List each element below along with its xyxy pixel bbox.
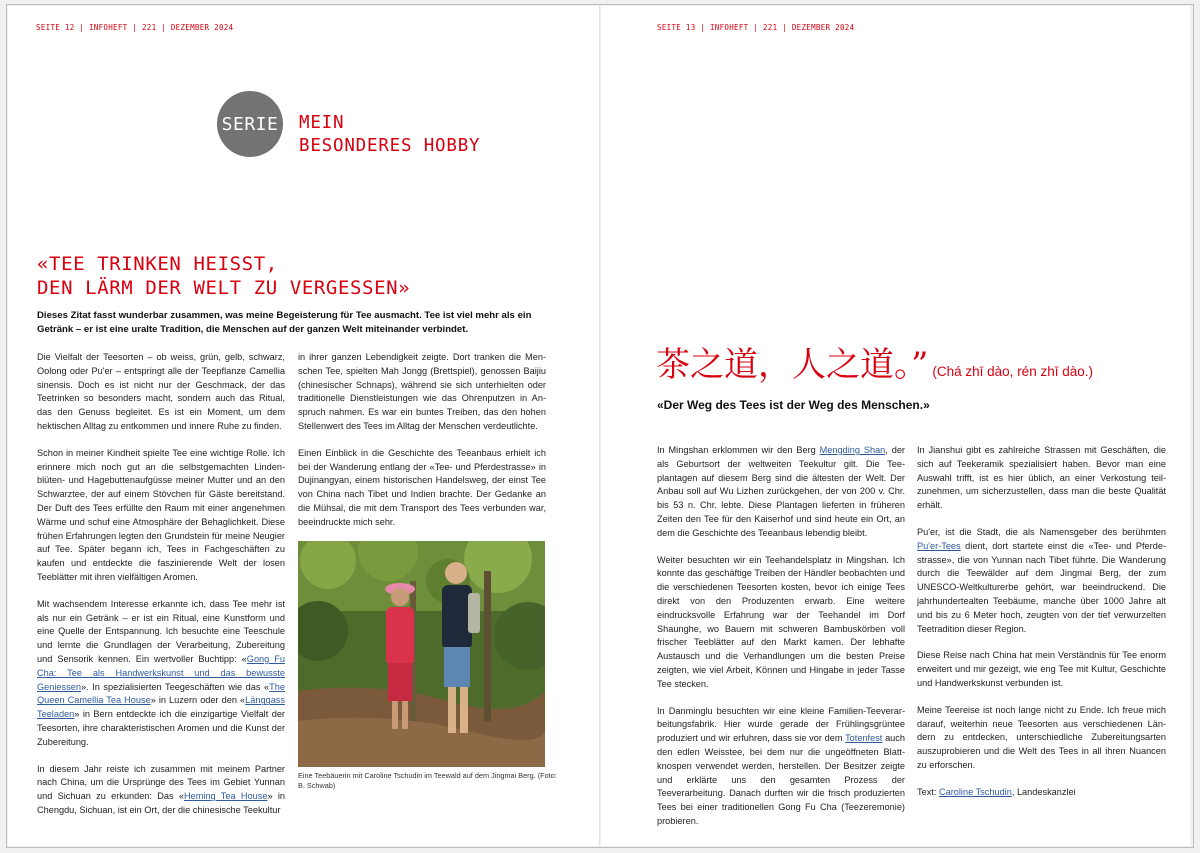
link-queen-camellia[interactable]: The Queen Camellia Tea House bbox=[37, 681, 285, 706]
column-1 bbox=[37, 351, 285, 831]
article-lead: Dieses Zitat fasst wunderbar zusammen, was meine Begeisterung für Tee ausmacht. Tee ist viel mehr als ein Getränk – er ist eine uralte Tradition, die Menschen auf der ganzen Welt miteinander verbindet. bbox=[37, 310, 532, 335]
link-heming-tea-house[interactable]: Heming Tea House bbox=[184, 791, 268, 802]
tea-forest-photo bbox=[298, 541, 545, 767]
col2-paragraph-2: Einen Einblick in die Geschichte des Teeanbaus erhielt ich bei der Wanderung entlang der «Tee- und Pferdestrasse» in Dujinangyan, einem historischen Handelsweg, der einst Tee von China nach Tibet und Indien brachte. Der Gedanke an die Mühsal, die mit dem Transport des Tees verbunden war, beeindruckte mich sehr. bbox=[298, 447, 546, 527]
col4-paragraph-3: Diese Reise nach China hat mein Verständnis für Tee enorm erweitert und mir gezeigt, wie eng Tee mit Kultur, Geschichte und Handwerkskunst verbunden ist. bbox=[917, 650, 1166, 688]
quote-close-mark: ” bbox=[911, 345, 929, 385]
col4-paragraph-1: In Jianshui gibt es zahlreiche Strassen mit Geschäften, die sich auf Teekeramik spezialisiert haben. Bevor man eine Auswahl trifft, ist es hier üblich, an einer Verkostung teilzunehmen, um sicherzustellen, dass man die beste Qualität erhält. bbox=[917, 445, 1166, 511]
serie-title bbox=[299, 112, 480, 158]
chinese-quote-text: 茶之道，人之道。 bbox=[656, 345, 911, 385]
link-totenfest[interactable]: Totenfest bbox=[845, 733, 883, 744]
pinyin-text: (Chá zhī dào, rén zhī dào.) bbox=[932, 364, 1093, 379]
quote-translation: «Der Weg des Tees ist der Weg des Menschen.» bbox=[657, 398, 930, 412]
column-2 bbox=[298, 351, 546, 543]
column-3 bbox=[657, 444, 905, 842]
author-credit: Text: Caroline Tschudin, Landeskanzlei bbox=[917, 786, 1076, 797]
serie-badge-label: SERIE bbox=[221, 113, 279, 135]
col1-paragraph-4: In diesem Jahr reiste ich zusammen mit meinem Partner nach China, um die Ursprünge des Tees im Gebiet Yunnan und Sichuan zu erkunden: Das «Heming Tea House» in Chengdu, Sichuan, ist ein Ort, der die chinesische Teekultur bbox=[37, 763, 286, 815]
serie-title-line2: BESONDERES HOBBY bbox=[299, 136, 481, 156]
chinese-quote bbox=[656, 345, 1093, 385]
col3-paragraph-3: In Danminglu besuchten wir eine kleine Familien-Teeverarbeitungsfabrik. Hier wurde gerade der Frühlingsgrüntee produziert und wir erfuhren, dass sie vor dem Totenfest auch den edlen Weisstee, bei dem nur die ungeöffneten Blattknospen verwendet werden, herstellen. Der Besitzer zeigte und erklärte uns den gesamten Prozess der Teeverarbeitung. Danach durften wir die frisch produzierten Tees bei einer traditionellen Gong Fu Cha (Teezeremonie) probieren. bbox=[657, 705, 905, 826]
folio-right: SEITE 13 | INFOHEFT | 221 | DEZEMBER 2024 bbox=[657, 23, 855, 32]
folio-left: SEITE 12 | INFOHEFT | 221 | DEZEMBER 2024 bbox=[36, 23, 234, 32]
link-mengding-shan[interactable]: Mengding Shan bbox=[819, 445, 886, 455]
article-headline bbox=[37, 252, 410, 300]
col3-paragraph-1: In Mingshan erklommen wir den Berg Mengding Shan, der als Geburtsort der weltweiten Teekultur gilt. Die Teeplantagen auf diesem Berg sind die ältesten der Welt. Der Anbau soll auf Wu Lizhen zurückgehen, der von 200 v. Chr. bis 53 n. Chr. lebte. Diese Plantagen lieferten in früheren Zeiten den Tee für den Kaiserhof und sind heute ein Ort, an dem die Geschichte des Teeanbaus lebendig bleibt. bbox=[657, 445, 905, 538]
serie-title-line1: MEIN bbox=[299, 113, 345, 133]
headline-line2: DEN LÄRM DER WELT ZU VERGESSEN» bbox=[37, 277, 411, 299]
col3-paragraph-2: Weiter besuchten wir ein Teehandelsplatz in Mingshan. Ich konnte das geschäftige Treiben der Händler beobachten und die verschiedenen Teesorten kosten, bevor ich einige Tees direkt von den Produzenten erwarb. Eine weitere eindrucksvolle Erfahrung war der Teehandel im Dorf Shaunghe, wo Bauern mit schweren Bambuskörben voll frischer Teeblätter auf den Markt kamen. Der lebhafte Austausch und die Verhandlungen um die besten Preise zeigten, wie viel Arbeit, Können und Hingabe in jeder Tasse Tee stecken. bbox=[657, 554, 905, 689]
serie-badge bbox=[217, 91, 283, 157]
col1-paragraph-3: Mit wachsendem Interesse erkannte ich, dass Tee mehr ist als nur ein Getränk – er ist ein Ritual, eine Kunstform und eine Quelle der Entspannung. Ich besuchte eine Teeschule und lernte die Grundlagen der Verarbeitung, Zubereitung und Sensorik kennen. Ein wertvoller Buchtipp: «Gong Fu Cha: Tee als Handwerkskunst und das bewusste Geniessen». In spezialisierten Teegeschäften wie das «The Queen Camellia Tea House» in Luzern oder den «Länggass Teeladen» in Bern entdeckte ich die einzigartige Vielfalt der Teesorten, ihre charakteristischen Aromen und die Kunst der Zubereitung. bbox=[37, 598, 285, 747]
col1-paragraph-2: Schon in meiner Kindheit spielte Tee eine wichtige Rolle. Ich erinnere mich noch gut an die selbstgemachten Lindenblüten- und Hagebuttenaufgüsse meiner Mutter und an den Schwarztee, der auf einem Stövchen für Gäste bereitstand. Der Duft des Tees erfüllte den Raum mit einer angenehmen Wärme und schuf eine Atmosphäre der Behaglichkeit. Diese frühen Erfahrungen legten den Grundstein für meine Neugier auf Tee. Später begann ich, Tees in Fachgeschäften zu kaufen und entdeckte die faszinierende Welt der losen Teeblätter mit ihren vielfältigen Aromen. bbox=[37, 447, 285, 582]
col2-paragraph-1: in ihrer ganzen Lebendigkeit zeigte. Dort tranken die Menschen Tee, spielten Mah Jongg (Brettspiel), genossen Baijiu (chinesischer Schnaps), während sie sich unterhielten oder traditionelle Dienstleistungen wie das Ohrenputzen in Anspruch nahmen. Es war ein buntes Treiben, das den hohen Stellenwert des Tees im Alltag der Menschen verdeutlichte. bbox=[298, 352, 546, 431]
photo-caption: Eine Teebäuerin mit Caroline Tschudin im Teewald auf dem Jingmai Berg. (Foto: B. Schwab) bbox=[298, 771, 557, 790]
link-author[interactable]: Caroline Tschudin bbox=[938, 786, 1012, 797]
col1-paragraph-1: Die Vielfalt der Teesorten – ob weiss, grün, gelb, schwarz, Oolong oder Pu'er – entspringt alle der Teepflanze Camellia sinensis. Doch es ist nicht nur der Geschmack, der das Teetrinken so besonders macht, sondern auch das Ritual, das den Genuss begleitet. Es ist ein Moment, um dem hektischen Alltag zu entkommen und innere Ruhe zu finden. bbox=[37, 352, 285, 431]
link-laenggass-teeladen[interactable]: Länggass Teeladen bbox=[37, 695, 285, 720]
col4-paragraph-4: Meine Teereise ist noch lange nicht zu Ende. Ich freue mich darauf, weiterhin neue Teesorten aus verschiedenen Ländern zu entdecken, unterschiedliche Zubereitungsarten auszuprobieren und die Welt des Tees in all ihren Nuancen zu erforschen. bbox=[917, 704, 1166, 770]
headline-line1: «TEE TRINKEN HEISST, bbox=[37, 253, 278, 275]
link-puer-tees[interactable]: Pu'er-Tees bbox=[917, 540, 961, 551]
link-gong-fu-cha-book[interactable]: Gong Fu Cha: Tee als Handwerkskunst und das bewusste Geniessen bbox=[37, 653, 285, 692]
col4-paragraph-2: Pu'er, ist die Stadt, die als Namensgeber des berühmten Pu'er-Tees dient, dort startete einst die «Tee- und Pferdestrasse», die von Yunnan nach Tibet führte. Die Wanderung durch die Teewälder auf dem Jingmai Berg, der zum UNESCO-Weltkulturerbe gehört, war beeindruckend. Die jahrhundertealten Teebäume, manche über 1000 Jahre alt und bis zu 6 Meter hoch, zeugten von der tief verwurzelten Teetradition dieser Region. bbox=[917, 526, 1166, 634]
column-4 bbox=[917, 444, 1166, 813]
